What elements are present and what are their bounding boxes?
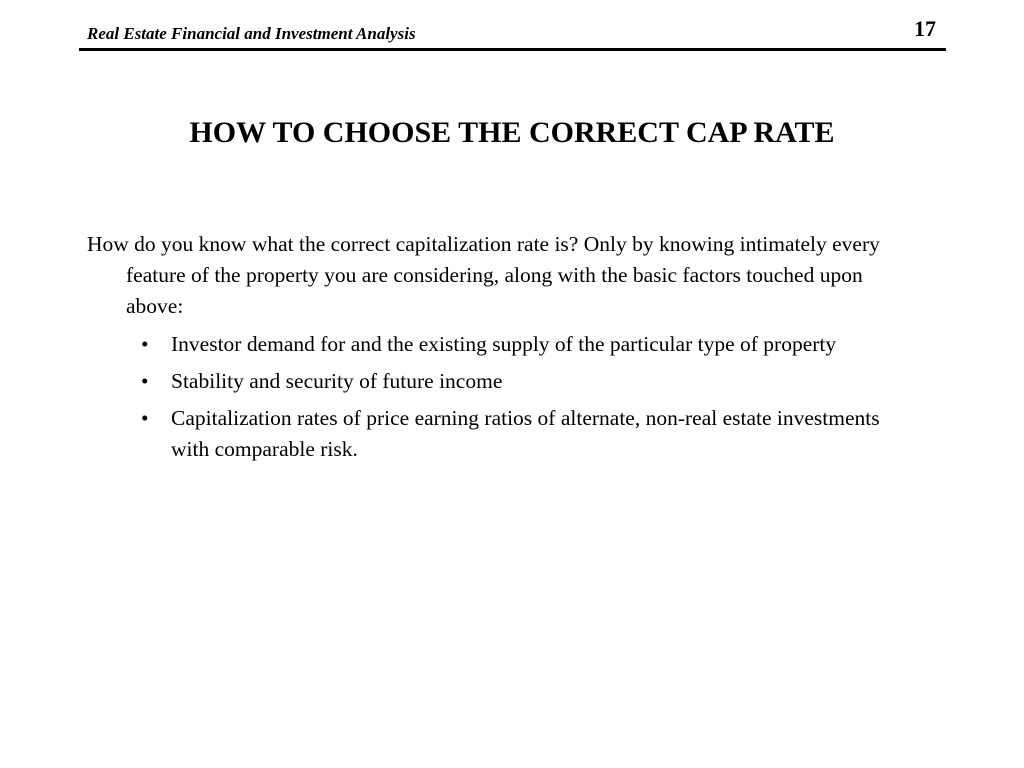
- bullet-icon: •: [141, 406, 149, 430]
- bullet-item: [87, 366, 917, 397]
- bullet-icon: •: [141, 369, 149, 393]
- slide-title: HOW TO CHOOSE THE CORRECT CAP RATE: [189, 116, 835, 149]
- bullet-list: [87, 329, 917, 465]
- slide-body: [87, 229, 917, 471]
- bullet-item: [87, 403, 917, 465]
- bullet-item: [87, 329, 917, 360]
- bullet-icon: •: [141, 332, 149, 356]
- page-number: 17: [914, 16, 936, 41]
- header-divider: [79, 48, 946, 51]
- bullet-text: Stability and security of future income: [171, 369, 503, 393]
- intro-paragraph: How do you know what the correct capitalization rate is? Only by knowing intimately every feature of the property you are considering, along with the basic factors touched upon above:: [87, 232, 880, 318]
- bullet-text: Investor demand for and the existing supply of the particular type of property: [171, 332, 837, 356]
- bullet-text: Capitalization rates of price earning ratios of alternate, non-real estate investments with comparable risk.: [171, 406, 880, 461]
- header-title: Real Estate Financial and Investment Analysis: [87, 24, 416, 43]
